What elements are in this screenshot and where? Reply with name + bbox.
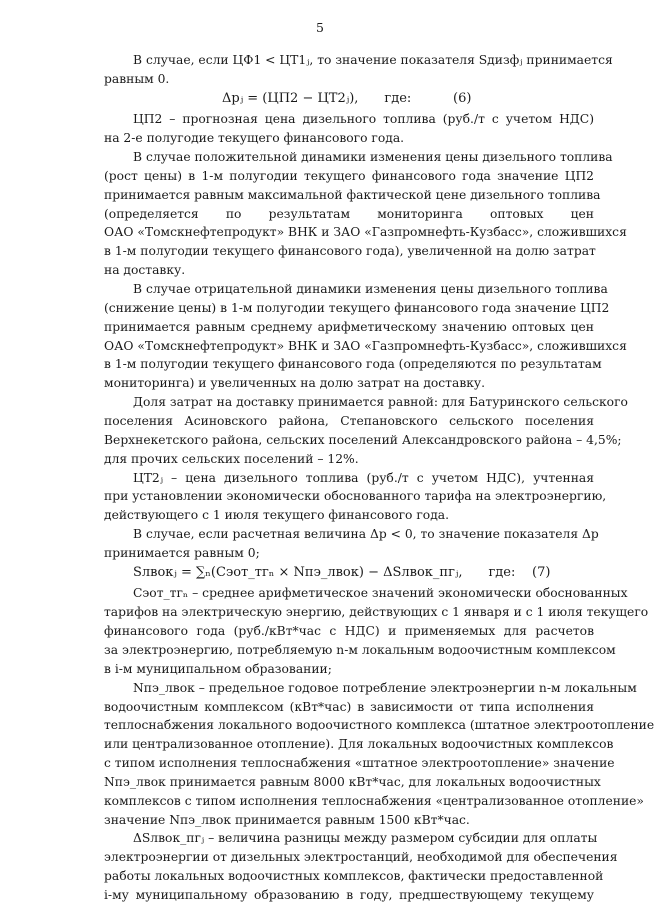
text-line: Сэот_тгₙ – среднее арифметическое значений экономически обоснованных (133, 586, 628, 600)
text-line: ЦТ2ⱼ – цена дизельного топлива (руб./т с учетом НДС), учтенная (133, 471, 594, 485)
text-line: принимается равным среднему арифметическому значению оптовых цен (104, 320, 594, 334)
text-line: теплоснабжения локального водоочистного комплекса (штатное электроотопление (104, 718, 654, 732)
formula-6-number: (6) (453, 91, 472, 106)
text-line: ОАО «Томскнефтепродукт» ВНК и ЗАО «Газпромнефть-Кузбасс», сложившихся (104, 225, 627, 239)
formula-7-where: где: (488, 565, 516, 580)
text-line: ΔSлвок_пгⱼ – величина разницы между размером субсидии для оплаты (133, 831, 598, 845)
text-line: с типом исполнения теплоснабжения «штатное электроотопление» значение (104, 756, 615, 770)
text-line: Nпэ_лвок – предельное годовое потребление электроэнергии n-м локальным (133, 681, 637, 695)
formula-7-expression: Sлвокⱼ = ∑ₙ(Сэот_тгₙ × Nпэ_лвок) − ΔSлвок_пгⱼ, (133, 565, 463, 580)
text-line: равным 0. (104, 72, 170, 86)
formula-7-number: (7) (532, 565, 551, 580)
text-line: В случае положительной динамики изменения цены дизельного топлива (133, 150, 613, 164)
text-line: Доля затрат на доставку принимается равной: для Батуринского сельского (133, 395, 628, 409)
text-line: в i-м муниципальном образовании; (104, 662, 332, 676)
text-line: за электроэнергию, потребляемую n-м локальным водоочистным комплексом (104, 643, 616, 657)
text-line: в 1-м полугодии текущего финансового года (определяются по результатам (104, 357, 602, 371)
text-line: электроэнергии от дизельных электростанций, необходимой для обеспечения (104, 850, 618, 864)
formula-6-expression: Δpⱼ = (ЦП2 − ЦТ2ⱼ), (222, 91, 359, 106)
text-line: или централизованное отопление). Для локальных водоочистных комплексов (104, 737, 614, 751)
text-line: (определяется по результатам мониторинга оптовых цен (104, 207, 594, 221)
text-line: В случае отрицательной динамики изменения цены дизельного топлива (133, 282, 608, 296)
text-line: поселения Асиновского района, Степановского сельского поселения (104, 414, 594, 428)
formula-6-where: где: (384, 91, 412, 106)
text-line: работы локальных водоочистных комплексов, фактически предоставленной (104, 869, 604, 883)
text-line: Верхнекетского района, сельских поселений Александровского района – 4,5%; (104, 433, 622, 447)
text-line: принимается равным 0; (104, 546, 260, 560)
text-line: принимается равным максимальной фактической цене дизельного топлива (104, 188, 601, 202)
text-line: на доставку. (104, 263, 186, 277)
formula-6 (222, 89, 411, 109)
text-line: для прочих сельских поселений – 12%. (104, 452, 359, 466)
text-line: финансового года (руб./кВт*час с НДС) и применяемых для расчетов (104, 624, 594, 638)
text-line: i-му муниципальному образованию в году, предшествующему текущему (104, 888, 594, 902)
text-line: действующего с 1 июля текущего финансового года. (104, 508, 450, 522)
text-line: мониторинга) и увеличенных на долю затрат на доставку. (104, 376, 486, 390)
formula-7 (133, 563, 515, 583)
text-line: Nпэ_лвок принимается равным 8000 кВт*час, для локальных водоочистных (104, 775, 601, 789)
text-line: комплексов с типом исполнения теплоснабжения «централизованное отопление» (104, 794, 644, 808)
text-line: на 2-е полугодие текущего финансового года. (104, 131, 405, 145)
text-line: тарифов на электрическую энергию, действующих с 1 января и с 1 июля текущего (104, 605, 649, 619)
text-line: при установлении экономически обоснованного тарифа на электроэнергию, (104, 489, 607, 503)
text-line: (снижение цены) в 1-м полугодии текущего финансового года значение ЦП2 (104, 301, 610, 315)
text-line: в 1-м полугодии текущего финансового года), увеличенной на долю затрат (104, 244, 596, 258)
text-line: В случае, если ЦФ1 < ЦТ1ⱼ, то значение показателя Sдизфⱼ принимается (133, 53, 613, 67)
text-line: ЦП2 – прогнозная цена дизельного топлива (руб./т с учетом НДС) (133, 112, 594, 126)
text-line: (рост цены) в 1-м полугодии текущего финансового года значение ЦП2 (104, 169, 594, 183)
text-line: ОАО «Томскнефтепродукт» ВНК и ЗАО «Газпромнефть-Кузбасс», сложившихся (104, 339, 627, 353)
page-number: 5 (316, 20, 324, 35)
text-line: В случае, если расчетная величина Δр < 0, то значение показателя Δр (133, 527, 599, 541)
text-line: значение Nпэ_лвок принимается равным 1500 кВт*час. (104, 813, 470, 827)
text-line: водоочистным комплексом (кВт*час) в зависимости от типа исполнения (104, 700, 594, 714)
